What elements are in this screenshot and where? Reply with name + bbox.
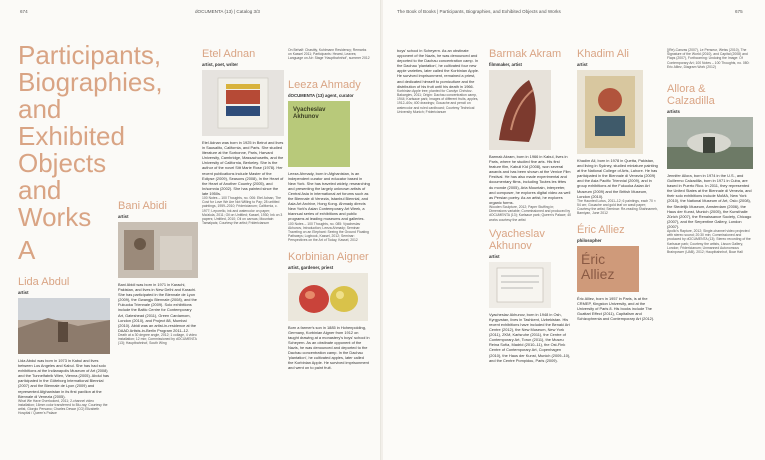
etel-adnan-works: 100 Notes – 100 Thoughts, no. 006: Etel Adnan, The Cost for Love We Are Not Willing to Pay; 28 untitled paintings, 1959–2010; Fridericianum; California, c. 1977; Leporello, ink and watercolor on paper; Ma'alula, 2011; Oil on Untitled; Kassel, 1930; Ink on 3 papers; Untitled, 2010; Oil on canvas; Mountain Tamalpais; Courtesy the artist; Fridericianum bbox=[202, 196, 283, 226]
barmak-akram-photo bbox=[489, 70, 551, 150]
artist-name-khadim-ali: Khadim Ali bbox=[577, 48, 629, 60]
bani-abidi-bio: Bani Abidi was born in 1971 in Karachi, Pakistan, and lives in New Delhi and Karachi. She has participated in the Biennale de Lyon (2009), the Gwangju Biennale (2008), and the Fukuoka Triennale (2009). Solo exhibitions include the Baltic Centre for Contemporary Art, Gateshead (2011), Green Cardamom, London (2010), and Project 88, Mumbai (2010). Abidi was an artist-in-residence at the DAAD Artists-in-Berlin Program 2011–12. bbox=[118, 282, 197, 333]
column-5 bbox=[397, 48, 479, 460]
right-page bbox=[383, 0, 765, 460]
title-line-5: Works bbox=[18, 202, 92, 232]
book-cover-title: Éric Alliez bbox=[581, 250, 615, 282]
khadim-ali-bio: Khadim Ali, born in 1978 in Quetta, Pakistan, and living in Sydney, studied miniature painting at the National College of Arts, Lahore. He has participated in the Biennale di Venezia (2009) and the Asia Pacific Triennial (2009), and in group exhibitions at the Fukuoka Asian Art Museum (2009) and the British Museum, London (2010). bbox=[577, 158, 658, 199]
person-role: dOCUMENTA (13) agent, curator bbox=[288, 92, 354, 98]
column-2 bbox=[118, 200, 198, 460]
bani-abidi-works: Death at a 30 degree angle, 2012; 1 collage, 4 video installation; 12 min; Commissioned by dOCUMENTA (13); Hauptbahnhof, South Wing bbox=[118, 332, 197, 346]
lida-abdul-bio: Lida Abdul was born in 1973 in Kabul and lives between Los Angeles and Kabul. She has had solo exhibitions at the Indianapolis Museum of Art (2008) and the Tunnelfabrik Wien, Vienna (2005). Abdul has participated in the Göteborg International Biennial (2007) and the Biennale de Lyon (2009) and represented Afghanistan in its first pavilion at the Biennale di Venezia (2005). bbox=[18, 358, 109, 399]
vyacheslav-akhunov-bio: Vyacheslav Akhunov, born in 1948 in Osh, Kyrgyzstan, lives in Tashkent, Uzbekistan. His recent exhibitions have included the Benaki Art Centre (2012), the New Museum, New York (2011), ZKM, Karlsruhe (2011), the Centre of Contemporary Art, Torun (2011), the Museu Reina Sofía, Madrid (2010–11), the Ost-Fink Centre of Contemporary Art, Copenhagen (2010), the Haus der Kunst, Munich (2009–10), and the Centre Pompidou, Paris (2009). bbox=[489, 311, 571, 363]
artist-role: artist bbox=[18, 290, 29, 295]
korbinian-aigner-bio: Born a farmer's son in 1885 in Hohenpolding, Germany, Korbinian Aigner from 1912 on taught drawing at a monastery's boys' school in Scheyern. As an obstinate opponent of the Nazis, he was denounced and deported to the Dachau concentration camp. In the Dachau 'plantation', he cultivated apples, later called the Korbinian Apple. He survived imprisonment and went on to paint fruit. bbox=[288, 324, 370, 371]
lida-abdul-works: What We Have Overlooked, 2011; 2-channel video installation; 16mm color transferred to Blu-ray; Courtesy the artist, Giorgio Persano; Charles Dewar (CG) Elizabeth Hospital / Queen's Palace bbox=[18, 398, 108, 416]
artist-name-allora-calzadilla: Allora & Calzadilla bbox=[667, 83, 715, 108]
korbinian-aigner-works: Korbinian Apple tree; planted for Carolyn Christov-Bakargiev, 2011; Origin: Dachau concentration camp, 1944; Karlsaue park; Images of different fruits, apples, 1912–60s; 400 drawings; Gouache and pencil on watercolor and ruled cardboard; Courtesy Technical University Munich; Fridericianum bbox=[397, 88, 479, 114]
artist-role: filmmaker, artist bbox=[489, 62, 522, 67]
book-cover-author: Vyacheslav Akhunov bbox=[293, 106, 326, 120]
barmak-akram-bio: Barmak Akram, born in 1966 in Kabul, lives in Paris, where he studied fine arts. His first feature film, Kabuli Kid (2008), won several awards and has been shown at the Venice Film Festival. He has also made experimental and documentary films, including Toutes les têtes du monde (2005), Aria Mountain, interpreter, and composer, he explores digital video as well as Persian poetry. As an artist, he explores organic forms. bbox=[489, 154, 571, 205]
eric-alliez-bio-continued: [(Re)-Canvas (2007), Le Penseur, Weiss (2010), The Signature of the World (2010), and Capital (2008) and Flaps (2007), Forthcoming: Undoing the Image: Of Contemporary Art; 100 Notes – 100 Thoughts, no. 080: Eric Alliez, Diagram Work (2012) bbox=[667, 48, 750, 69]
leeza-ahmady-works: 100 Notes – 100 Thoughts, no. 085: Vyacheslav Akhunov, Introduction; Leeza Ahmady; Seminar: Traveling on an Elephant: Seeing the Ground Floating Pathways; Logbook, Kassel, 2012; Seminar: Perspectives on the Art of Today, Kassel, 2012 bbox=[288, 221, 369, 243]
korbinian-aigner-apple-drawing bbox=[288, 273, 368, 321]
etel-adnan-painting bbox=[202, 70, 284, 136]
allora-calzadilla-photo bbox=[667, 117, 753, 169]
left-running-header: dOCUMENTA (13) | Catalog 3/3 bbox=[195, 9, 260, 14]
artist-name-bani-abidi: Bani Abidi bbox=[118, 200, 167, 212]
artist-name-etel-adnan: Etel Adnan bbox=[202, 48, 256, 60]
artist-name-lida-abdul: Lida Abdul bbox=[18, 276, 70, 288]
right-running-header: The Book of Books | Participants, Biographies, and Exhibited Objects and Works bbox=[397, 9, 561, 14]
left-folio: 674 bbox=[20, 9, 28, 14]
artist-role: artist bbox=[118, 214, 129, 219]
khadim-ali-painting bbox=[577, 70, 643, 154]
artist-name-korbinian-aigner: Korbinian Aigner bbox=[288, 250, 369, 263]
section-letter: A bbox=[18, 235, 36, 265]
vyacheslav-akhunov-artwork bbox=[489, 262, 551, 308]
column-6 bbox=[489, 48, 571, 460]
barmak-akram-works: Wooden Sculpture, 2012; Paper Stuffing in; Dimensions variable; Commissioned and produced by dOCUMENTA (13); Karlsaue park; Queen's Palace; 40 works courtesy the artist bbox=[489, 204, 571, 222]
artist-name-barmak-akram: Barmak Akram bbox=[489, 48, 562, 60]
allora-calzadilla-bio: Jennifer Allora, born in 1974 in the U.S., and Guillermo Calzadilla, born in 1971 in Cuba, are based in Puerto Rico. In 2011, they represented the United States at the Biennale di Venezia, and their solo exhibitions include MoMA, New York (2010), the National Museum of Art, Oslo (2008), the Stedelijk Museum, Amsterdam (2006), the Haus der Kunst, Munich (2005), the Kunsthalle Zürich (2007), the Renaissance Society, Chicago (2007), and the Serpentine Gallery, London (2007). bbox=[667, 173, 752, 229]
etel-adnan-bio: Etel Adnan was born in 1925 in Beirut and lives in Sausalito, California, and Paris. She studied literature at the Sorbonne, Paris, Harvard University, Cambridge, Massachusetts, and the University of California, Berkeley. She is the author of the novel Sitt Marie Rose (1978). Her recent publications include Master of the Eclipse (2009), Seasons (2008), In the Heart of the Heart of Another Country (2005), and In/somnia (2002). She has painted since the late 1950s. bbox=[202, 140, 284, 196]
title-line-1: Participants, bbox=[18, 40, 162, 70]
eric-alliez-bio: Éric Alliez, born in 1957 in Paris, is at the CRMEP, Kingston University, and at the University of Paris 8. His books include The Guattari Effect (2011), Capitalism and Schizophrenia and Contemporary Art (2012). bbox=[577, 295, 655, 321]
leeza-ahmady-bio: Leeza Ahmady, born in Afghanistan, is an independent curator and educator based in New York. She has traveled widely, researching and presenting the largely unknown artists of Central Asia in international art forums such as the Biennale di Venezia, Istanbul Biennial, and Asia Art Archive, Hong Kong. Ahmady directs New York's Asian Contemporary Art Week, a biannual series of exhibitions and public programs at leading museums and galleries. bbox=[288, 170, 370, 222]
artist-role: artist, poet, writer bbox=[202, 62, 239, 67]
artist-role: artist, gardener, priest bbox=[288, 264, 334, 270]
artist-role: artist bbox=[577, 62, 588, 67]
book-cover-image bbox=[288, 101, 350, 167]
column-7 bbox=[577, 48, 659, 460]
person-name-leeza-ahmady: Leeza Ahmady bbox=[288, 78, 361, 91]
title-line-2: Biographies, bbox=[18, 67, 163, 97]
column-4 bbox=[288, 48, 370, 460]
person-role: philosopher bbox=[577, 237, 602, 243]
column-4-continued-text: On Behalf: Chastity, Kuhlmann Residency; Remarks on Kassel 2011; Participants: Hearst, Leaves; Language on Air: Stage 'Hauptbahnhof', summer 2012 bbox=[288, 48, 370, 61]
left-page bbox=[0, 0, 382, 460]
title-line-4: Objects and bbox=[18, 148, 107, 205]
bani-abidi-photo bbox=[118, 222, 198, 278]
artist-role: artist bbox=[489, 253, 500, 259]
allora-calzadilla-works: Apollo's Rapture, 2012; Single-channel video projected with stereo sound; 20:30 min; Commissioned and produced by dOCUMENTA (13); Stereo recording of the Karlsaue park; Courtesy the artists, Lisson Gallery, London; Fridericianum; Unmanned Autonomous Brainpower (UAB), 2012; Hauptbahnhof, Boar Hall bbox=[667, 229, 751, 255]
column-3 bbox=[202, 48, 284, 460]
column-8 bbox=[667, 48, 753, 460]
title-line-3: and Exhibited bbox=[18, 94, 125, 151]
artist-name-vyacheslav-akhunov: Vyacheslav Akhunov bbox=[489, 227, 545, 252]
lida-abdul-photo bbox=[18, 298, 110, 354]
eric-alliez-book-cover bbox=[577, 246, 639, 292]
right-folio: 675 bbox=[735, 9, 743, 14]
person-name-eric-alliez: Éric Alliez bbox=[577, 223, 625, 236]
artist-role: artists bbox=[667, 109, 680, 115]
korbinian-aigner-bio-continued: boys' school in Scheyern. As an obstinate opponent of the Nazis, he was denounced and deported to the Dachau concentration camp. In the Dachau 'plantation', he cultivated four new apple varieties, later called the Korbinian Apple. He survived imprisonment, remained a priest, and dedicated himself to pomiculture and the distribution of his fruit until his death in 1966. bbox=[397, 48, 479, 89]
khadim-ali-works: The Haunted Lotus, 2011–12; 6 paintings, each 70 × 54 cm; Gouache and gold leaf on wasli paper; Courtesy the artist; Seminar: Re-reading Shahnameh, Bamiyan, June 2012 bbox=[577, 198, 658, 216]
